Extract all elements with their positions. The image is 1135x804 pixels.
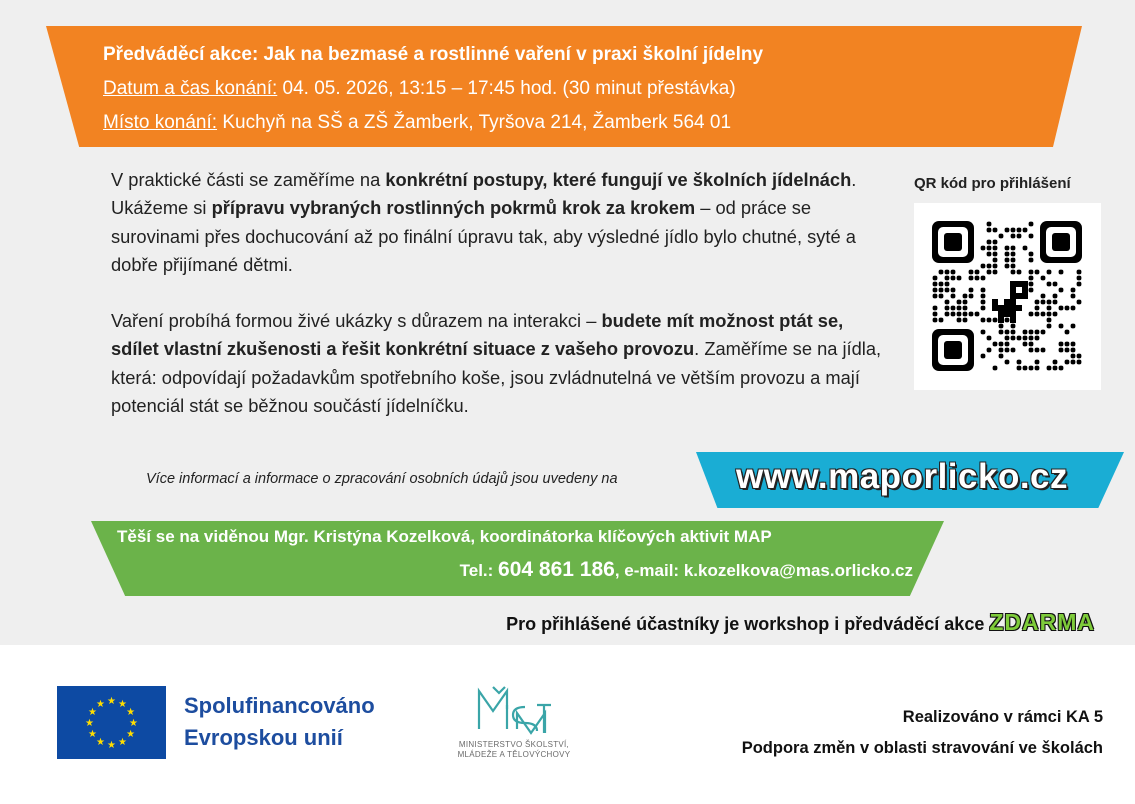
p2-run-1: budete mít možnost ptát se, sdílet vlastní zkušenosti a řešit konkrétní situace z vašeho provozu [111,310,844,360]
date-value: 04. 05. 2026, 13:15 – 17:45 hod. (30 minut přestávka) [277,78,736,99]
description [111,166,883,420]
eu-star-icon: ★ [129,718,138,729]
event-date [103,72,763,106]
email-address[interactable]: k.kozelkova@mas.orlicko.cz [683,561,913,580]
eu-star-icon: ★ [87,729,97,740]
tel-label: Tel.: [459,561,499,580]
eu-line-2: Evropskou unií [184,725,343,750]
eu-star-icon: ★ [118,698,127,710]
project-line-2: Podpora změn v oblasti stravování ve školách [741,739,1103,757]
free-highlight: ZDARMA [989,609,1095,635]
p1-run-1: konkrétní postupy, které fungují ve školních jídelnách [385,169,852,190]
email-label: , e-mail: [614,561,684,580]
p1-run-4: – od práce se surovinami přes dochucování až po finální úpravu tak, aby výsledné jídlo bylo chutné, syté a dobře přijímané dětmi. [111,197,856,275]
place-value: Kuchyň na SŠ a ZŠ Žamberk, Tyršova 214, Žamberk 564 01 [217,112,732,133]
eu-cofunding-text [184,690,375,754]
date-label: Datum a čas konání: [103,78,278,99]
free-text: Pro přihlášené účastníky je workshop i předváděcí akce [506,614,990,634]
eu-star-icon: ★ [107,740,116,751]
p1-run-0: V praktické části se zaměříme na [111,169,386,190]
website-link[interactable]: www.maporlicko.cz [736,457,1069,496]
eu-star-icon: ★ [118,737,127,749]
eu-star-icon: ★ [87,707,97,718]
event-title: Předváděcí akce: Jak na bezmasé a rostlinné vaření v praxi školní jídelny [103,44,764,65]
description-paragraph-2 [111,307,883,420]
msmt-caption-2: MLÁDEŽE A TĚLOVÝCHOVY [457,750,571,759]
msmt-caption [433,740,595,760]
free-notice [506,609,1095,636]
project-info [742,702,1103,764]
p2-run-2: . Zaměříme se na jídla, která: odpovídají požadavkům spotřebního koše, jsou zvládnutelná ve větším provozu a mají potenciál stát se běžnou součástí jídelníčku. [111,338,882,417]
event-place [103,106,763,140]
place-label: Místo konání: [103,112,218,133]
eu-star-icon: ★ [126,707,136,718]
qr-label: QR kód pro přihlášení [914,175,1071,192]
phone-number[interactable]: 604 861 186 [498,558,615,581]
header-text [103,38,763,140]
qr-code-icon[interactable] [914,203,1101,390]
description-paragraph-1 [111,166,883,279]
contact-details [460,558,913,582]
contact-person: Těší se na viděnou Mgr. Kristýna Kozelková, koordinátorka klíčových aktivit MAP [117,527,772,546]
eu-star-icon: ★ [107,696,116,707]
eu-star-icon: ★ [126,729,136,740]
msmt-caption-1: MINISTERSTVO ŠKOLSTVÍ, [458,740,570,749]
qr-code-graphic [914,203,1101,390]
eu-flag-icon [57,686,166,759]
project-line-1: Realizováno v rámci KA 5 [902,708,1103,726]
info-text: Více informací a informace o zpracování osobních údajů jsou uvedeny na [146,471,618,487]
eu-star-icon: ★ [85,718,94,729]
eu-line-1: Spolufinancováno [184,693,375,718]
p1-run-2: . Ukážeme si [111,169,857,219]
p2-run-0: Vaření probíhá formou živé ukázky s důrazem na interakci – [111,310,602,332]
eu-star-icon: ★ [96,737,105,749]
eu-star-icon: ★ [96,698,105,710]
p1-run-3: přípravu vybraných rostlinných pokrmů krok za krokem [211,197,696,219]
